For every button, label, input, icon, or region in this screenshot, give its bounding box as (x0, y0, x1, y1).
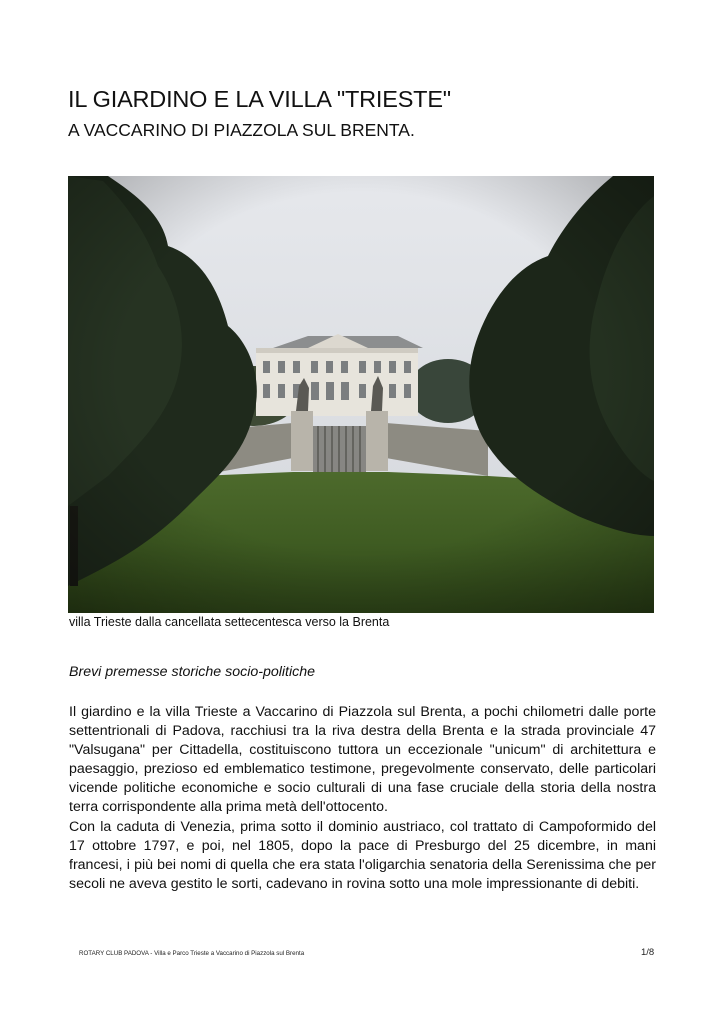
document-title: IL GIARDINO E LA VILLA "TRIESTE" (68, 86, 451, 112)
paragraph: Il giardino e la villa Trieste a Vaccarino di Piazzola sul Brenta, a pochi chilometri dalle porte settentrionali di Padova, racchiusi tra la riva destra della Brenta e la strada provinciale 47 "Valsugana" per Cittadella, costituiscono tuttora un eccezionale "unicum" di architettura e paesaggio, prezioso ed emblematico testimone, pregevolmente conservato, delle particolari vicende politiche economiche e socio culturali di una fase cruciale della storia della nostra terra corrispondente alla prima metà dell'ottocento. (69, 704, 656, 816)
body-text (69, 703, 656, 894)
figure-caption: villa Trieste dalla cancellata settecentesca verso la Brenta (69, 615, 390, 629)
section-heading: Brevi premesse storiche socio-politiche (69, 664, 316, 680)
footer-label: ROTARY CLUB PADOVA - Villa e Parco Trieste a Vaccarino di Piazzola sul Brenta (79, 950, 305, 957)
document-subtitle: A VACCARINO DI PIAZZOLA SUL BRENTA. (68, 120, 415, 140)
page-number: 1/8 (641, 947, 655, 958)
villa-photo (68, 176, 654, 613)
paragraph: Con la caduta di Venezia, prima sotto il dominio austriaco, col trattato di Campoformido del 17 ottobre 1797, e poi, nel 1805, dopo la pace di Presburgo del 25 dicembre, in mani francesi, i più bei nomi di quella che era stata l'oligarchia senatoria della Serenissima che per secoli ne aveva gestito le sorti, cadevano in rovina sotto una mole impressionante di debiti. (69, 818, 656, 892)
